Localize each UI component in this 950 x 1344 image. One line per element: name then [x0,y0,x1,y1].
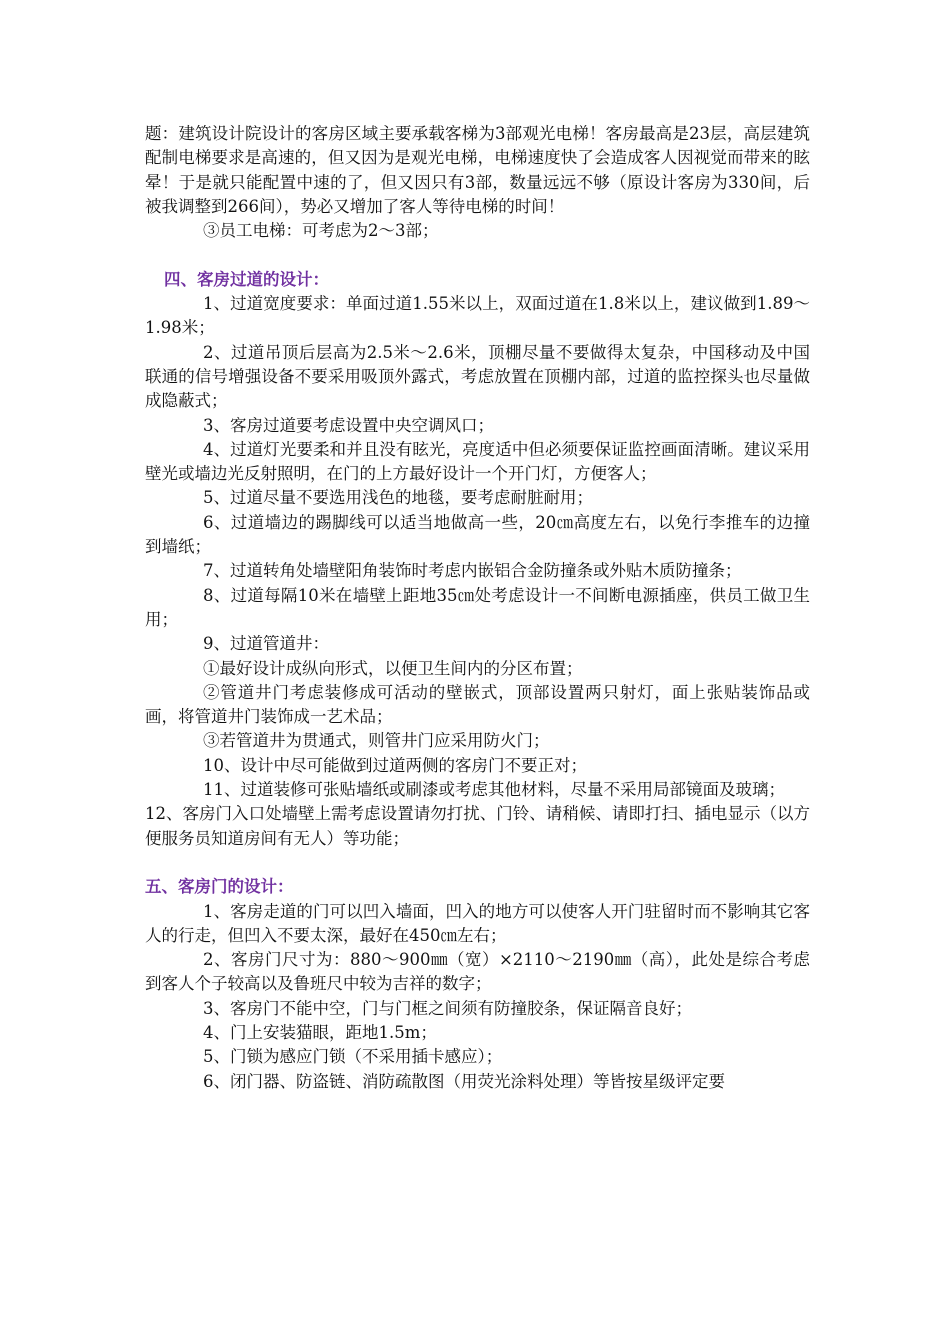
staff-elevator-item: ③员工电梯：可考虑为2～3部； [203,221,439,241]
list-item: 1、客房走道的门可以凹入墙面，凹入的地方可以使客人开门驻留时而不影响其它客人的行走，但凹入不要太深，最好在450㎝左右； [145,901,810,945]
list-item: ③若管道井为贯通式，则管井门应采用防火门； [203,731,550,751]
spacer [145,851,810,875]
list-item: 8、过道每隔10米在墙壁上距地35㎝处考虑设计一不间断电源插座，供员工做卫生用； [145,585,810,629]
list-item: 6、过道墙边的踢脚线可以适当地做高一些，20㎝高度左右，以免行李推车的边撞到墙纸； [145,512,810,557]
list-item: ①最好设计成纵向形式，以便卫生间内的分区布置； [203,658,583,678]
list-item: 2、客房门尺寸为：880～900㎜（宽）×2110～2190㎜（高），此处是综合考虑到客人个子较高以及鲁班尺中较为吉祥的数字； [145,950,810,994]
list-item: 5、门锁为感应门锁（不采用插卡感应）； [203,1047,503,1067]
list-item: 1、过道宽度要求：单面过道1.55米以上，双面过道在1.8米以上，建议做到1.89～1.98米； [145,294,810,338]
list-item: 12、客房门入口处墙壁上需考虑设置请勿打扰、门铃、请稍候、请即打扫、插电显示（以方便服务员知道房间有无人）等功能； [145,804,810,848]
list-item: 3、客房过道要考虑设置中央空调风口； [203,415,494,435]
list-item: 4、过道灯光要柔和并且没有眩光，亮度适中但必须要保证监控画面清晰。建议采用壁光或墙边光反射照明，在门的上方最好设计一个开门灯，方便客人； [145,439,810,484]
list-item: ②管道井门考虑装修成可活动的壁嵌式，顶部设置两只射灯，面上张贴装饰品或画，将管道井门装饰成一艺术品； [145,682,810,727]
section-heading-room-door: 五、客房门的设计： [145,877,294,897]
section-heading-corridor: 四、客房过道的设计： [164,269,329,289]
list-item: 2、过道吊顶后层高为2.5米～2.6米，顶棚尽量不要做得太复杂，中国移动及中国联通的信号增强设备不要采用吸顶外露式，考虑放置在顶棚内部，过道的监控探头也尽量做成隐蔽式； [145,342,810,411]
list-item: 11、过道装修可张贴墙纸或刷漆或考虑其他材料，尽量不采用局部镜面及玻璃； [203,780,785,800]
list-item: 6、闭门器、防盗链、消防疏散图（用荧光涂料处理）等皆按星级评定要 [203,1071,725,1091]
list-item: 7、过道转角处墙壁阳角装饰时考虑内嵌铝合金防撞条或外贴木质防撞条； [203,561,742,581]
list-item: 9、过道管道井： [203,634,329,654]
elevator-paragraph: 题：建筑设计院设计的客房区域主要承载客梯为3部观光电梯！客房最高是23层，高层建筑配制电梯要求是高速的，但又因为是观光电梯，电梯速度快了会造成客人因视觉而带来的眩晕！于是就只能配置中速的了，但又因只有3部，数量远远不够（原设计客房为330间，后被我调整到266间），势必又增加了客人等待电梯的时间！ [145,124,810,216]
list-item: 3、客房门不能中空，门与门框之间须有防撞胶条，保证隔音良好； [203,998,692,1018]
spacer [145,243,810,267]
list-item: 10、设计中尽可能做到过道两侧的客房门不要正对； [203,755,587,775]
list-item: 5、过道尽量不要选用浅色的地毯，要考虑耐脏耐用； [203,488,593,508]
list-item: 4、门上安装猫眼，距地1.5m； [203,1022,437,1042]
document-page [145,122,810,1094]
